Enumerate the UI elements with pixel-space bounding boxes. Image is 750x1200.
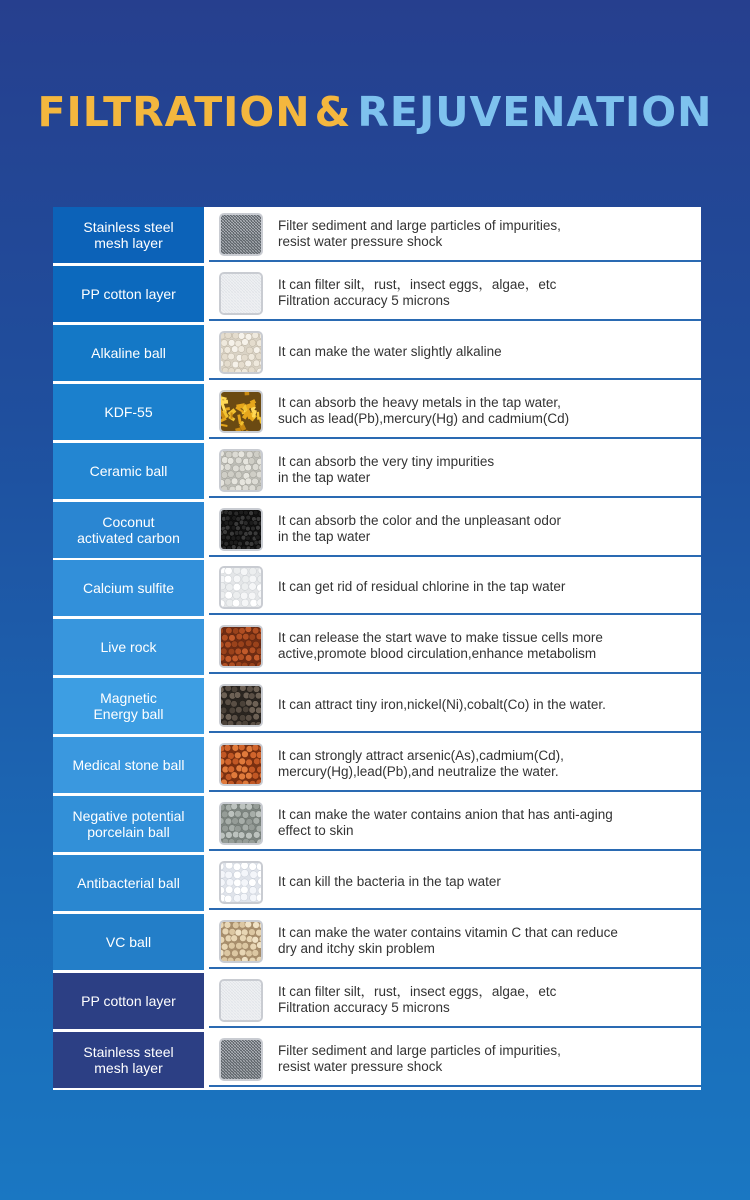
layer-description-cell: [209, 326, 701, 380]
layer-description-cell: [209, 974, 701, 1028]
layer-description: Filter sediment and large particles of impurities, resist water pressure shock: [278, 1043, 561, 1074]
layer-name-cell: [53, 737, 204, 793]
calcium-sulfite-icon: [219, 566, 263, 609]
vc-ball-icon: [219, 920, 263, 963]
layer-description-cell: [209, 208, 701, 262]
layer-description-cell: [209, 856, 701, 910]
layer-row: [53, 384, 701, 440]
layer-name: Alkaline ball: [91, 345, 166, 361]
layer-row: [53, 737, 701, 793]
layer-description-wrap: [278, 326, 693, 378]
layer-row: [53, 855, 701, 911]
layer-description-wrap: [278, 267, 693, 319]
ceramic-ball-icon: [219, 449, 263, 492]
layer-description-wrap: [278, 974, 693, 1026]
layer-name: Calcium sulfite: [82, 580, 175, 596]
layer-description: It can kill the bacteria in the tap water: [278, 874, 501, 889]
layer-description: It can absorb the very tiny impurities in the tap water: [278, 454, 495, 485]
layer-description: It can absorb the color and the unpleasant odor in the tap water: [278, 513, 561, 544]
layer-name: Antibacterial ball: [77, 875, 180, 891]
layer-description: It can filter silt，rust，insect eggs，algae，etc Filtration accuracy 5 microns: [278, 984, 557, 1015]
layer-description-wrap: [278, 503, 693, 555]
layer-description-cell: [209, 385, 701, 439]
layer-name-cell: [53, 973, 204, 1029]
layer-row: [53, 914, 701, 970]
layer-row: [53, 325, 701, 381]
layer-name: Magnetic Energy ball: [93, 690, 164, 722]
alkaline-ball-icon: [219, 331, 263, 374]
layer-row: [53, 266, 701, 322]
layer-name-cell: [53, 560, 204, 616]
layer-description-cell: [209, 679, 701, 733]
layer-name: Negative potential porcelain ball: [72, 808, 185, 840]
layer-description-wrap: [278, 797, 693, 849]
layer-description-wrap: [278, 915, 693, 967]
layer-description-cell: [209, 561, 701, 615]
layer-description: It can make the water contains anion that has anti-aging effect to skin: [278, 807, 613, 838]
layer-name: Ceramic ball: [89, 463, 168, 479]
layer-name: Live rock: [100, 639, 157, 655]
layer-description-cell: [209, 915, 701, 969]
layer-name: PP cotton layer: [81, 286, 176, 302]
steel-mesh-icon: [219, 213, 263, 256]
layer-name: Stainless steel mesh layer: [83, 219, 174, 251]
layer-row: [53, 502, 701, 558]
layer-description: It can make the water slightly alkaline: [278, 344, 502, 359]
layer-name-cell: [53, 384, 204, 440]
layer-name: PP cotton layer: [81, 993, 176, 1009]
layer-name-cell: [53, 443, 204, 499]
layer-row: [53, 443, 701, 499]
layer-name-cell: [53, 619, 204, 675]
pp-cotton-icon: [219, 272, 263, 315]
layer-name-cell: [53, 855, 204, 911]
layer-name-cell: [53, 266, 204, 322]
medical-stone-icon: [219, 743, 263, 786]
layer-description: It can absorb the heavy metals in the tap water, such as lead(Pb),mercury(Hg) and cadmium(Cd): [278, 395, 570, 426]
layer-description-wrap: [278, 1033, 693, 1085]
layer-row: [53, 1032, 701, 1088]
layer-description-cell: [209, 444, 701, 498]
layer-row: [53, 973, 701, 1029]
layer-description-cell: [209, 620, 701, 674]
layer-description: It can attract tiny iron,nickel(Ni),cobalt(Co) in the water.: [278, 697, 606, 712]
antibacterial-ball-icon: [219, 861, 263, 904]
layer-name-cell: [53, 325, 204, 381]
layer-name-cell: [53, 914, 204, 970]
layer-description-cell: [209, 503, 701, 557]
layer-name: Coconut activated carbon: [77, 514, 180, 546]
layer-name-cell: [53, 678, 204, 734]
layer-description: It can make the water contains vitamin C that can reduce dry and itchy skin problem: [278, 925, 618, 956]
filtration-layer-table: [53, 207, 701, 1090]
layer-description-wrap: [278, 679, 693, 731]
title-ampersand: &: [314, 88, 352, 136]
layer-row: [53, 678, 701, 734]
live-rock-icon: [219, 625, 263, 668]
title-part-rejuvenation: REJUVENATION: [357, 88, 713, 136]
steel-mesh-icon: [219, 1038, 263, 1081]
layer-description-wrap: [278, 561, 693, 613]
pp-cotton-icon: [219, 979, 263, 1022]
layer-description-cell: [209, 267, 701, 321]
activated-carbon-icon: [219, 508, 263, 551]
layer-row: [53, 560, 701, 616]
layer-name: VC ball: [105, 934, 152, 950]
layer-name-cell: [53, 502, 204, 558]
layer-description-wrap: [278, 385, 693, 437]
layer-name-cell: [53, 207, 204, 263]
layer-description: It can strongly attract arsenic(As),cadmium(Cd), mercury(Hg),lead(Pb),and neutralize the water.: [278, 748, 564, 779]
layer-description: Filter sediment and large particles of impurities, resist water pressure shock: [278, 218, 561, 249]
layer-description-wrap: [278, 856, 693, 908]
layer-name-cell: [53, 1032, 204, 1088]
layer-name: Stainless steel mesh layer: [83, 1044, 174, 1076]
layer-description-wrap: [278, 738, 693, 790]
layer-row: [53, 796, 701, 852]
porcelain-ball-icon: [219, 802, 263, 845]
layer-description-cell: [209, 738, 701, 792]
magnetic-ball-icon: [219, 684, 263, 727]
page-title: [0, 88, 750, 136]
layer-row: [53, 619, 701, 675]
layer-description-cell: [209, 797, 701, 851]
layer-description: It can release the start wave to make tissue cells more active,promote blood circulation,enhance metabolism: [278, 630, 603, 661]
layer-description: It can filter silt，rust，insect eggs，algae，etc Filtration accuracy 5 microns: [278, 277, 557, 308]
layer-name: Medical stone ball: [72, 757, 185, 773]
layer-description-cell: [209, 1033, 701, 1087]
layer-description: It can get rid of residual chlorine in the tap water: [278, 579, 566, 594]
layer-row: [53, 207, 701, 263]
layer-description-wrap: [278, 208, 693, 260]
layer-description-wrap: [278, 444, 693, 496]
layer-description-wrap: [278, 620, 693, 672]
layer-name-cell: [53, 796, 204, 852]
title-part-filtration: FILTRATION: [37, 88, 311, 136]
layer-name: KDF-55: [104, 404, 153, 420]
kdf-55-icon: [219, 390, 263, 433]
